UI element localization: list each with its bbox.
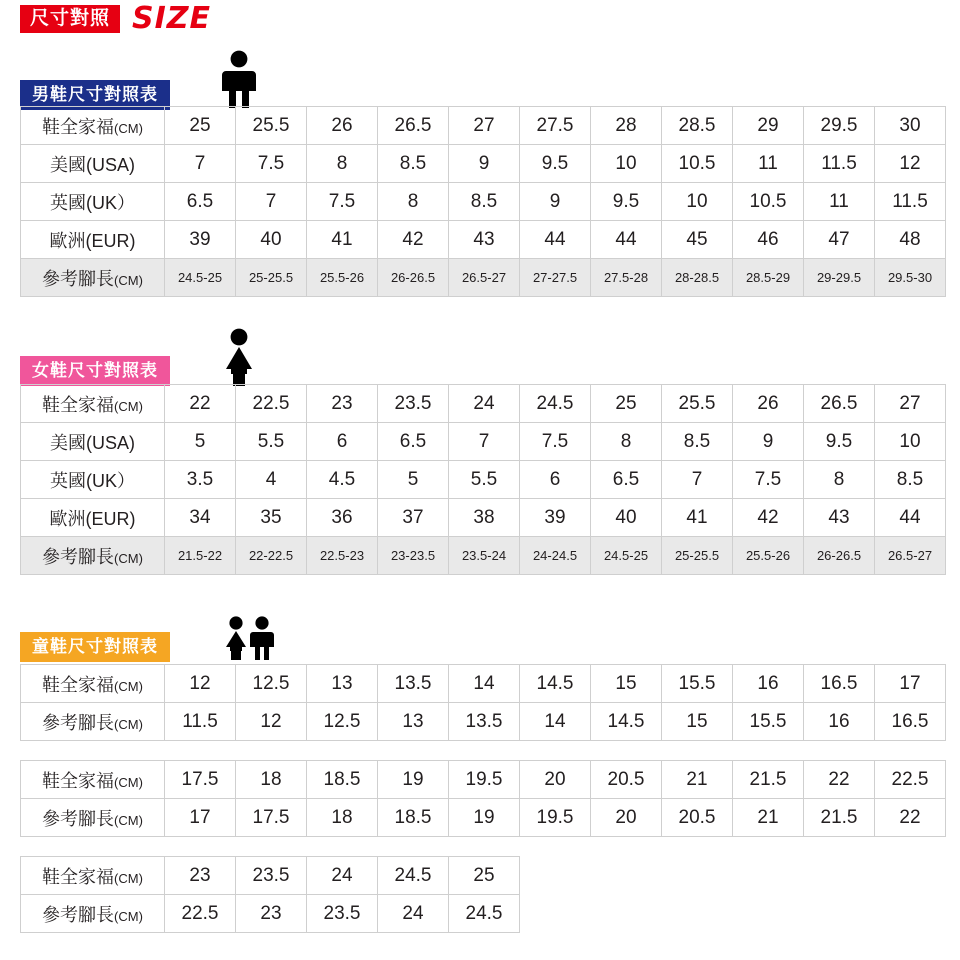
table-cell: 13.5 bbox=[378, 665, 449, 703]
table-cell: 28.5 bbox=[662, 107, 733, 145]
table-cell: 24 bbox=[307, 857, 378, 895]
table-cell: 44 bbox=[875, 499, 946, 537]
table-cell: 21 bbox=[733, 799, 804, 837]
table-cell: 21 bbox=[662, 761, 733, 799]
table-cell: 23.5 bbox=[236, 857, 307, 895]
table-cell: 41 bbox=[307, 221, 378, 259]
table-cell: 22 bbox=[165, 385, 236, 423]
table-cell: 29.5-30 bbox=[875, 259, 946, 297]
row-header-cell bbox=[21, 107, 165, 145]
table-cell: 15 bbox=[662, 703, 733, 741]
table-cell: 9 bbox=[449, 145, 520, 183]
table-cell: 29 bbox=[733, 107, 804, 145]
table-cell: 21.5 bbox=[804, 799, 875, 837]
table-cell: 7.5 bbox=[236, 145, 307, 183]
table-cell: 42 bbox=[378, 221, 449, 259]
row-head-unit: (CM) bbox=[114, 812, 143, 828]
row-head-unit: (CM) bbox=[114, 120, 143, 136]
table-cell: 8 bbox=[591, 423, 662, 461]
table-cell: 8.5 bbox=[449, 183, 520, 221]
table-cell: 20.5 bbox=[591, 761, 662, 799]
row-head-text: 英國(UK） bbox=[50, 470, 135, 491]
table-cell: 34 bbox=[165, 499, 236, 537]
table-cell: 15.5 bbox=[733, 703, 804, 741]
table-cell: 27-27.5 bbox=[520, 259, 591, 297]
row-head-text: 鞋全家福 bbox=[42, 674, 115, 695]
row-head-unit: (CM) bbox=[114, 774, 143, 790]
kids-size-table-3 bbox=[20, 856, 520, 933]
table-row bbox=[21, 895, 520, 933]
table-cell: 5 bbox=[378, 461, 449, 499]
size-tag-label: 尺寸對照 bbox=[20, 5, 120, 33]
row-head-text: 參考腳長 bbox=[42, 808, 115, 829]
section-title-men: 男鞋尺寸對照表 bbox=[20, 80, 170, 110]
woman-icon bbox=[218, 328, 260, 386]
table-row bbox=[21, 799, 946, 837]
table-cell: 27 bbox=[875, 385, 946, 423]
table-cell: 18.5 bbox=[307, 761, 378, 799]
table-cell: 25.5 bbox=[236, 107, 307, 145]
table-cell: 25.5-26 bbox=[733, 537, 804, 575]
table-cell: 10 bbox=[591, 145, 662, 183]
table-cell: 22 bbox=[804, 761, 875, 799]
table-cell: 14.5 bbox=[520, 665, 591, 703]
table-cell: 44 bbox=[520, 221, 591, 259]
men-size-table bbox=[20, 106, 946, 297]
table-cell: 25.5-26 bbox=[307, 259, 378, 297]
table-cell: 8 bbox=[307, 145, 378, 183]
table-cell: 22.5 bbox=[875, 761, 946, 799]
table-cell: 27.5 bbox=[520, 107, 591, 145]
table-cell: 19.5 bbox=[449, 761, 520, 799]
table-cell: 9.5 bbox=[520, 145, 591, 183]
table-cell: 22 bbox=[875, 799, 946, 837]
table-cell: 21.5 bbox=[733, 761, 804, 799]
row-header-cell bbox=[21, 665, 165, 703]
table-cell: 17 bbox=[875, 665, 946, 703]
table-cell: 47 bbox=[804, 221, 875, 259]
table-cell: 12 bbox=[875, 145, 946, 183]
table-cell: 23-23.5 bbox=[378, 537, 449, 575]
row-head-unit: (CM) bbox=[114, 908, 143, 924]
table-row bbox=[21, 703, 946, 741]
table-cell: 14 bbox=[449, 665, 520, 703]
table-cell: 18.5 bbox=[378, 799, 449, 837]
table-cell: 26.5-27 bbox=[875, 537, 946, 575]
table-cell: 24-24.5 bbox=[520, 537, 591, 575]
table-cell: 24.5-25 bbox=[165, 259, 236, 297]
kids-size-table-1 bbox=[20, 664, 946, 741]
table-cell: 12.5 bbox=[307, 703, 378, 741]
row-header-cell bbox=[21, 461, 165, 499]
row-head-text: 美國(USA) bbox=[50, 432, 135, 453]
table-cell: 23 bbox=[236, 895, 307, 933]
table-cell: 10.5 bbox=[662, 145, 733, 183]
table-cell: 6 bbox=[307, 423, 378, 461]
row-header-cell bbox=[21, 537, 165, 575]
table-cell: 23 bbox=[307, 385, 378, 423]
table-cell: 26-26.5 bbox=[804, 537, 875, 575]
table-cell: 25-25.5 bbox=[236, 259, 307, 297]
table-cell: 12 bbox=[165, 665, 236, 703]
table-cell: 38 bbox=[449, 499, 520, 537]
row-header-cell bbox=[21, 259, 165, 297]
table-row bbox=[21, 145, 946, 183]
man-icon bbox=[218, 50, 260, 108]
table-cell: 25.5 bbox=[662, 385, 733, 423]
row-header-cell bbox=[21, 145, 165, 183]
table-cell: 23 bbox=[165, 857, 236, 895]
table-row bbox=[21, 537, 946, 575]
table-cell: 28-28.5 bbox=[662, 259, 733, 297]
row-header-cell bbox=[21, 799, 165, 837]
table-cell: 26.5 bbox=[378, 107, 449, 145]
section-title-women: 女鞋尺寸對照表 bbox=[20, 356, 170, 386]
row-header-cell bbox=[21, 221, 165, 259]
table-cell: 9 bbox=[733, 423, 804, 461]
table-cell: 7.5 bbox=[520, 423, 591, 461]
row-head-text: 鞋全家福 bbox=[42, 770, 115, 791]
row-header-cell bbox=[21, 703, 165, 741]
table-cell: 15 bbox=[591, 665, 662, 703]
row-header-cell bbox=[21, 385, 165, 423]
table-cell: 27 bbox=[449, 107, 520, 145]
table-cell: 7.5 bbox=[733, 461, 804, 499]
table-cell: 16 bbox=[804, 703, 875, 741]
table-cell: 22.5 bbox=[236, 385, 307, 423]
table-cell: 8 bbox=[804, 461, 875, 499]
table-cell: 13 bbox=[307, 665, 378, 703]
row-head-text: 參考腳長 bbox=[42, 904, 115, 925]
row-head-unit: (CM) bbox=[114, 870, 143, 886]
table-cell: 8 bbox=[378, 183, 449, 221]
table-cell: 5.5 bbox=[236, 423, 307, 461]
table-cell: 13.5 bbox=[449, 703, 520, 741]
women-size-table bbox=[20, 384, 946, 575]
table-cell: 39 bbox=[165, 221, 236, 259]
table-cell: 22.5-23 bbox=[307, 537, 378, 575]
table-cell: 27.5-28 bbox=[591, 259, 662, 297]
table-cell: 5.5 bbox=[449, 461, 520, 499]
table-row bbox=[21, 761, 946, 799]
table-cell: 30 bbox=[875, 107, 946, 145]
table-row bbox=[21, 665, 946, 703]
row-head-text: 歐洲(EUR) bbox=[49, 230, 136, 251]
table-row bbox=[21, 107, 946, 145]
table-cell: 22.5 bbox=[165, 895, 236, 933]
children-icon bbox=[222, 616, 278, 660]
table-cell: 40 bbox=[236, 221, 307, 259]
table-cell: 7 bbox=[662, 461, 733, 499]
table-row bbox=[21, 499, 946, 537]
table-cell: 3.5 bbox=[165, 461, 236, 499]
row-header-cell bbox=[21, 895, 165, 933]
section-title-kids: 童鞋尺寸對照表 bbox=[20, 632, 170, 662]
row-head-unit: (CM) bbox=[114, 398, 143, 414]
table-cell: 24.5 bbox=[378, 857, 449, 895]
table-cell: 10 bbox=[875, 423, 946, 461]
row-head-text: 參考腳長 bbox=[42, 546, 115, 567]
table-cell: 35 bbox=[236, 499, 307, 537]
table-cell: 18 bbox=[236, 761, 307, 799]
table-cell: 24 bbox=[449, 385, 520, 423]
table-cell: 20 bbox=[520, 761, 591, 799]
table-cell: 11 bbox=[733, 145, 804, 183]
row-head-text: 參考腳長 bbox=[42, 712, 115, 733]
row-head-text: 歐洲(EUR) bbox=[49, 508, 136, 529]
table-cell: 9.5 bbox=[804, 423, 875, 461]
row-head-text: 鞋全家福 bbox=[42, 116, 115, 137]
table-cell: 6.5 bbox=[378, 423, 449, 461]
table-cell: 23.5-24 bbox=[449, 537, 520, 575]
table-cell: 26.5-27 bbox=[449, 259, 520, 297]
table-cell: 11 bbox=[804, 183, 875, 221]
table-cell: 17 bbox=[165, 799, 236, 837]
table-cell: 24 bbox=[378, 895, 449, 933]
table-row bbox=[21, 221, 946, 259]
table-cell: 48 bbox=[875, 221, 946, 259]
table-cell: 17.5 bbox=[165, 761, 236, 799]
row-head-text: 鞋全家福 bbox=[42, 394, 115, 415]
table-cell: 9 bbox=[520, 183, 591, 221]
table-cell: 25 bbox=[591, 385, 662, 423]
table-cell: 8.5 bbox=[378, 145, 449, 183]
table-cell: 39 bbox=[520, 499, 591, 537]
table-cell: 4.5 bbox=[307, 461, 378, 499]
table-cell: 19 bbox=[449, 799, 520, 837]
table-row bbox=[21, 183, 946, 221]
table-cell: 21.5-22 bbox=[165, 537, 236, 575]
table-cell: 16.5 bbox=[804, 665, 875, 703]
table-cell: 26 bbox=[307, 107, 378, 145]
table-cell: 15.5 bbox=[662, 665, 733, 703]
table-cell: 24.5 bbox=[520, 385, 591, 423]
table-cell: 20.5 bbox=[662, 799, 733, 837]
table-cell: 17.5 bbox=[236, 799, 307, 837]
table-cell: 11.5 bbox=[165, 703, 236, 741]
table-cell: 4 bbox=[236, 461, 307, 499]
table-row bbox=[21, 461, 946, 499]
table-cell: 29-29.5 bbox=[804, 259, 875, 297]
table-cell: 11.5 bbox=[875, 183, 946, 221]
table-cell: 18 bbox=[307, 799, 378, 837]
table-cell: 12 bbox=[236, 703, 307, 741]
kids-size-table-2 bbox=[20, 760, 946, 837]
table-cell: 23.5 bbox=[378, 385, 449, 423]
row-head-text: 美國(USA) bbox=[50, 154, 135, 175]
table-cell: 14.5 bbox=[591, 703, 662, 741]
table-cell: 24.5-25 bbox=[591, 537, 662, 575]
row-head-text: 鞋全家福 bbox=[42, 866, 115, 887]
table-cell: 25 bbox=[449, 857, 520, 895]
table-cell: 26 bbox=[733, 385, 804, 423]
table-row bbox=[21, 385, 946, 423]
table-cell: 23.5 bbox=[307, 895, 378, 933]
table-cell: 22-22.5 bbox=[236, 537, 307, 575]
table-cell: 45 bbox=[662, 221, 733, 259]
row-head-unit: (CM) bbox=[114, 550, 143, 566]
table-cell: 40 bbox=[591, 499, 662, 537]
row-head-text: 英國(UK） bbox=[50, 192, 135, 213]
table-cell: 19 bbox=[378, 761, 449, 799]
table-cell: 8.5 bbox=[662, 423, 733, 461]
table-cell: 43 bbox=[449, 221, 520, 259]
table-cell: 20 bbox=[591, 799, 662, 837]
table-row bbox=[21, 857, 520, 895]
table-cell: 19.5 bbox=[520, 799, 591, 837]
page-header bbox=[20, 1, 212, 36]
table-cell: 28.5-29 bbox=[733, 259, 804, 297]
table-cell: 10.5 bbox=[733, 183, 804, 221]
row-header-cell bbox=[21, 183, 165, 221]
table-cell: 6.5 bbox=[165, 183, 236, 221]
table-cell: 16.5 bbox=[875, 703, 946, 741]
row-header-cell bbox=[21, 499, 165, 537]
table-row bbox=[21, 423, 946, 461]
row-head-unit: (CM) bbox=[114, 678, 143, 694]
table-cell: 37 bbox=[378, 499, 449, 537]
table-cell: 25 bbox=[165, 107, 236, 145]
size-word: SIZE bbox=[132, 1, 212, 36]
table-cell: 16 bbox=[733, 665, 804, 703]
table-cell: 7.5 bbox=[307, 183, 378, 221]
table-cell: 5 bbox=[165, 423, 236, 461]
table-cell: 26.5 bbox=[804, 385, 875, 423]
table-cell: 9.5 bbox=[591, 183, 662, 221]
table-cell: 28 bbox=[591, 107, 662, 145]
row-header-cell bbox=[21, 423, 165, 461]
table-cell: 10 bbox=[662, 183, 733, 221]
table-cell: 29.5 bbox=[804, 107, 875, 145]
row-head-unit: (CM) bbox=[114, 716, 143, 732]
table-cell: 25-25.5 bbox=[662, 537, 733, 575]
table-cell: 8.5 bbox=[875, 461, 946, 499]
table-cell: 11.5 bbox=[804, 145, 875, 183]
table-cell: 26-26.5 bbox=[378, 259, 449, 297]
table-cell: 42 bbox=[733, 499, 804, 537]
table-cell: 7 bbox=[236, 183, 307, 221]
row-head-text: 參考腳長 bbox=[42, 268, 115, 289]
table-cell: 36 bbox=[307, 499, 378, 537]
row-head-unit: (CM) bbox=[114, 272, 143, 288]
table-cell: 12.5 bbox=[236, 665, 307, 703]
table-cell: 41 bbox=[662, 499, 733, 537]
table-cell: 14 bbox=[520, 703, 591, 741]
table-row bbox=[21, 259, 946, 297]
table-cell: 6.5 bbox=[591, 461, 662, 499]
table-cell: 6 bbox=[520, 461, 591, 499]
table-cell: 7 bbox=[449, 423, 520, 461]
table-cell: 7 bbox=[165, 145, 236, 183]
row-header-cell bbox=[21, 857, 165, 895]
table-cell: 44 bbox=[591, 221, 662, 259]
row-header-cell bbox=[21, 761, 165, 799]
table-cell: 24.5 bbox=[449, 895, 520, 933]
table-cell: 46 bbox=[733, 221, 804, 259]
table-cell: 13 bbox=[378, 703, 449, 741]
table-cell: 43 bbox=[804, 499, 875, 537]
